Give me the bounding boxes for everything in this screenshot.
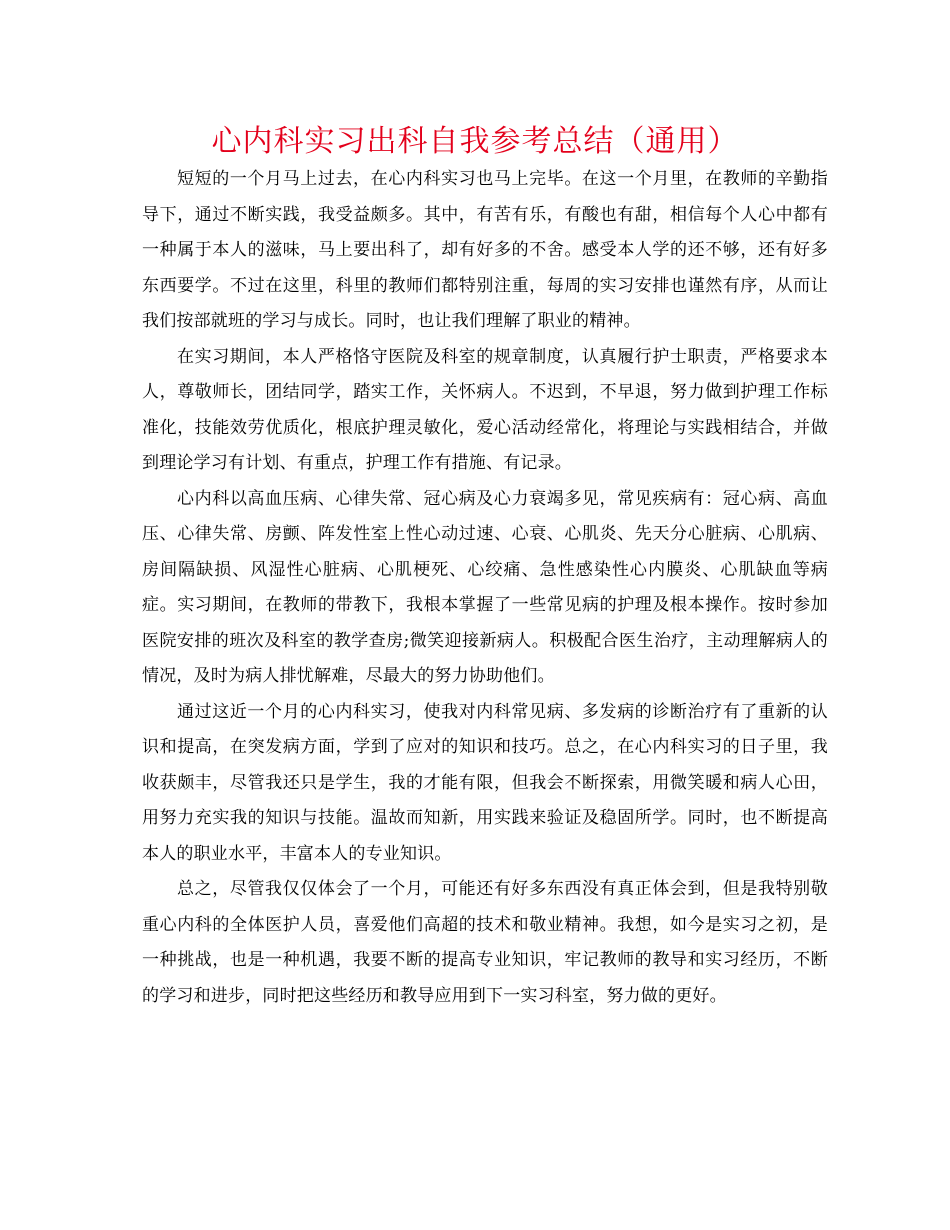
paragraph-2: 在实习期间，本人严格恪守医院及科室的规章制度，认真履行护士职责，严格要求本人，尊敬师长，团结同学，踏实工作，关怀病人。不迟到，不早退，努力做到护理工作标准化，技能效劳优质化，根底护理灵敏化，爱心活动经常化，将理论与实践相结合，并做到理论学习有计划、有重点，护理工作有措施、有记录。 [142, 346, 828, 473]
paragraph-5: 总之，尽管我仅仅体会了一个月，可能还有好多东西没有真正体会到，但是我特别敬重心内科的全体医护人员，喜爱他们高超的技术和敬业精神。我想，如今是实习之初，是一种挑战，也是一种机遇，我要不断的提高专业知识，牢记教师的教导和实习经历，不断的学习和进步，同时把这些经历和教导应用到下一实习科室，努力做的更好。 [142, 879, 828, 1006]
document-body [142, 162, 828, 1014]
paragraph-4: 通过这近一个月的心内科实习，使我对内科常见病、多发病的诊断治疗有了重新的认识和提高，在突发病方面，学到了应对的知识和技巧。总之，在心内科实习的日子里，我收获颇丰，尽管我还只是学生，我的才能有限，但我会不断探索，用微笑暖和病人心田，用努力充实我的知识与技能。温故而知新，用实践来验证及稳固所学。同时，也不断提高本人的职业水平，丰富本人的专业知识。 [142, 701, 828, 864]
document-title: 心内科实习出科自我参考总结（通用） [211, 124, 739, 159]
paragraph-3: 心内科以高血压病、心律失常、冠心病及心力衰竭多见，常见疾病有：冠心病、高血压、心律失常、房颤、阵发性室上性心动过速、心衰、心肌炎、先天分心脏病、心肌病、房间隔缺损、风湿性心脏病、心肌梗死、心绞痛、急性感染性心内膜炎、心肌缺血等病症。实习期间，在教师的带教下，我根本掌握了一些常见病的护理及根本操作。按时参加医院安排的班次及科室的教学查房;微笑迎接新病人。积极配合医生治疗，主动理解病人的情况，及时为病人排忧解难，尽最大的努力协助他们。 [142, 488, 828, 686]
paragraph-1: 短短的一个月马上过去，在心内科实习也马上完毕。在这一个月里，在教师的辛勤指导下，通过不断实践，我受益颇多。其中，有苦有乐，有酸也有甜，相信每个人心中都有一种属于本人的滋味，马上要出科了，却有好多的不舍。感受本人学的还不够，还有好多东西要学。不过在这里，科里的教师们都特别注重，每周的实习安排也谨然有序，从而让我们按部就班的学习与成长。同时，也让我们理解了职业的精神。 [142, 169, 828, 331]
